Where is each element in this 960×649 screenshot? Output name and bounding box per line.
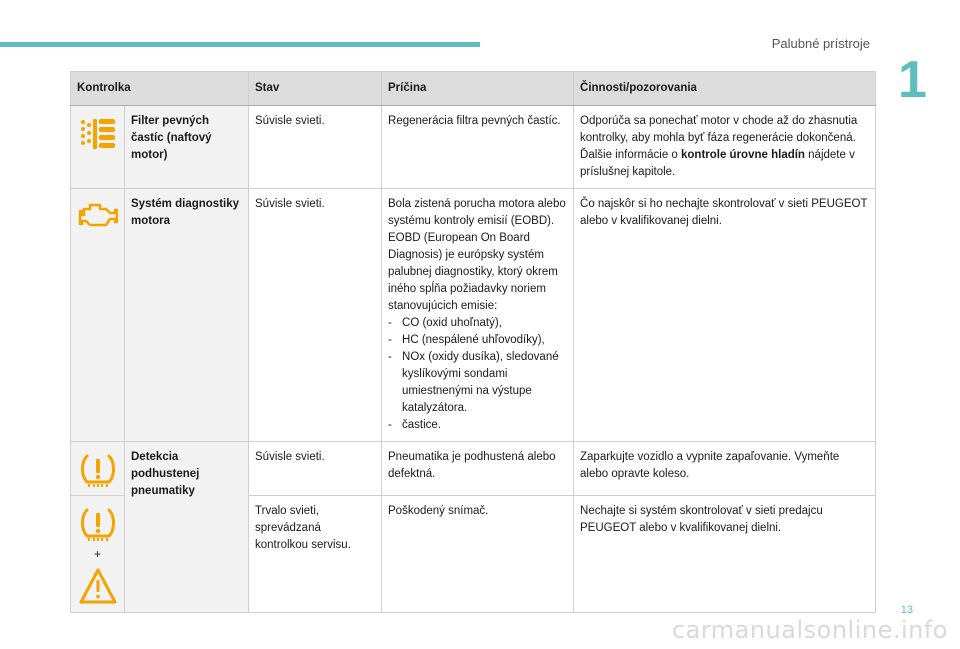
warning-triangle-icon: [78, 567, 118, 605]
cause-cell: Poškodený snímač.: [382, 496, 574, 613]
list-item: - častice.: [388, 417, 567, 434]
page-number: 13: [900, 604, 913, 616]
action-cell: Nechajte si systém skontrolovať v sieti predajcu PEUGEOT alebo v kvalifikovanej dielni.: [574, 496, 876, 613]
cause-cell: [382, 189, 574, 442]
table-row: [71, 189, 876, 442]
warning-name: Filter pevných častíc (naftový motor): [125, 106, 249, 189]
state-cell: Súvisle svieti.: [249, 106, 382, 189]
icon-cell: [71, 106, 125, 189]
icon-cell: [71, 442, 125, 496]
warning-name: Systém diagnostiky motora: [125, 189, 249, 442]
action-text-end: nájdete v príslušnej kapitole.: [580, 149, 855, 178]
action-text: Odporúča sa ponechať motor v chode až do zhasnutia kontrolky, aby mohla byť fáza regenerácie dokončená. Ďalšie informácie o: [580, 115, 858, 161]
tyre-pressure-icon: [78, 452, 118, 488]
state-cell: Súvisle svieti.: [249, 189, 382, 442]
list-item: - NOx (oxidy dusíka), sledované kyslíkovými sondami umiestnenými na výstupe katalyzátora.: [388, 349, 567, 417]
cause-intro: Bola zistená porucha motora alebo systému kontroly emisií (EOBD). EOBD (European On Board Diagnosis) je európsky systém palubnej diagnostiky, ktorý okrem iného spĺňa požiadavky noriem stanovujúcich emisie:: [388, 198, 566, 312]
cause-cell: Pneumatika je podhustená alebo defektná.: [382, 442, 574, 496]
watermark: carmanualsonline.info: [671, 616, 948, 644]
tyre-pressure-icon: [78, 506, 118, 542]
col-header-kontrolka: Kontrolka: [71, 72, 249, 106]
col-header-stav: Stav: [249, 72, 382, 106]
action-cell: [574, 106, 876, 189]
action-cell: Čo najskôr si ho nechajte skontrolovať v sieti PEUGEOT alebo v kvalifikovanej dielni.: [574, 189, 876, 442]
list-item: - CO (oxid uhoľnatý),: [388, 315, 567, 332]
particle-filter-icon: [79, 116, 117, 152]
table-row: [71, 106, 876, 189]
emission-list: [388, 315, 567, 434]
accent-bar: [0, 42, 480, 47]
warning-name: Detekcia podhustenej pneumatiky: [125, 442, 249, 613]
chapter-number: 1: [898, 51, 927, 109]
action-cell: Zaparkujte vozidlo a vypnite zapaľovanie. Vymeňte alebo opravte koleso.: [574, 442, 876, 496]
engine-icon: [78, 199, 118, 229]
warning-lights-table: [70, 71, 876, 613]
cause-cell: Regenerácia filtra pevných častíc.: [382, 106, 574, 189]
plus-sign: +: [93, 547, 101, 561]
state-cell: Súvisle svieti.: [249, 442, 382, 496]
state-cell: Trvalo svieti, sprevádzaná kontrolkou servisu.: [249, 496, 382, 613]
icon-cell: [71, 189, 125, 442]
icon-cell: [71, 496, 125, 613]
table-header-row: [71, 72, 876, 106]
table-row: [71, 442, 876, 496]
list-item: - HC (nespálené uhľovodíky),: [388, 332, 567, 349]
col-header-pricina: Príčina: [382, 72, 574, 106]
action-link-text: kontrole úrovne hladín: [681, 149, 805, 161]
col-header-cinnosti: Činnosti/pozorovania: [574, 72, 876, 106]
section-title: Palubné prístroje: [771, 36, 870, 51]
